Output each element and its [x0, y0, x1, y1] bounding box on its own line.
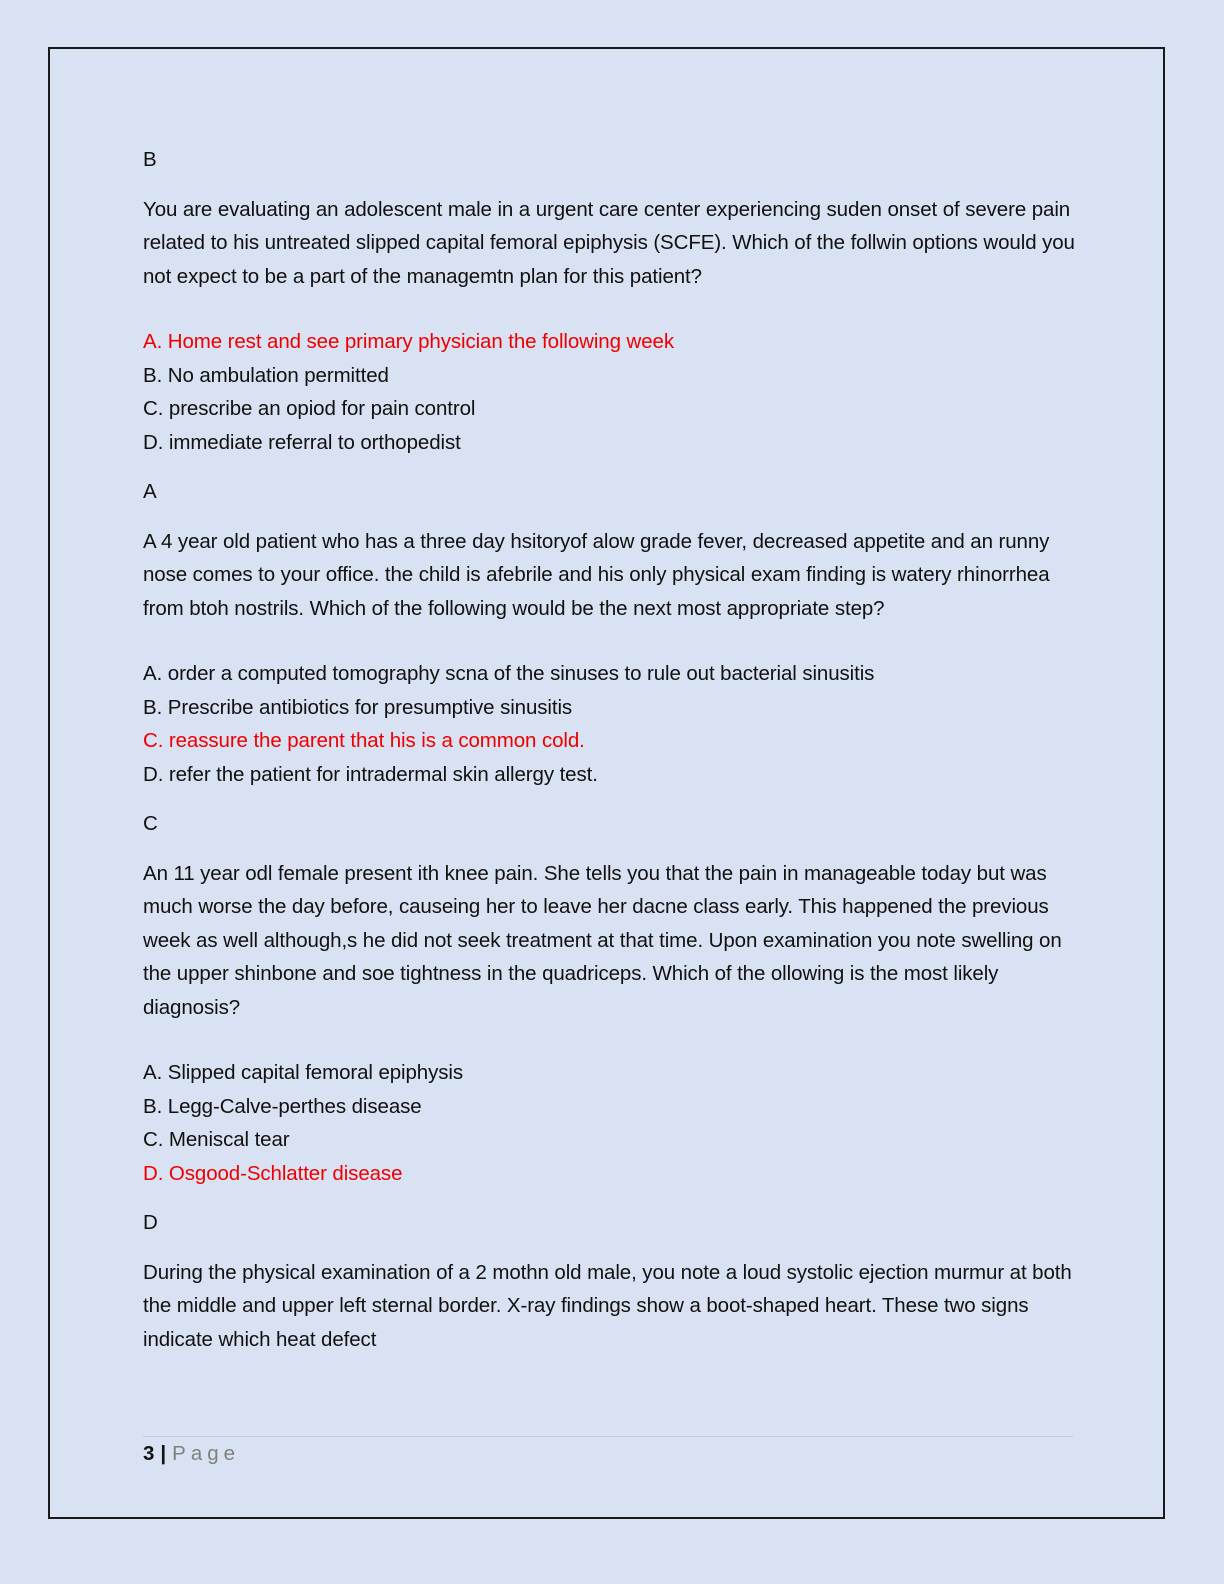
option-b: B. Legg-Calve-perthes disease	[143, 1094, 422, 1118]
question-scfe: You are evaluating an adolescent male in a urgent care center experiencing suden onset of severe pain related to his untreated slipped capital femoral epiphysis (SCFE). Which of the follwin options would you not expect to be a part of the managemtn plan for this patient?	[143, 197, 1075, 288]
options-knee-pain	[143, 1056, 1078, 1190]
option-a: A. order a computed tomography scna of the sinuses to rule out bacterial sinusitis	[143, 662, 875, 685]
option-d: D. immediate referral to orthopedist	[143, 430, 461, 454]
answer-key-b: B	[143, 148, 157, 171]
option-b: B. Prescribe antibiotics for presumptive sinusitis	[143, 695, 573, 719]
page-label: Page	[172, 1442, 241, 1465]
options-common-cold	[143, 657, 1078, 791]
page-footer	[143, 1440, 240, 1468]
page-number: 3	[143, 1442, 155, 1465]
option-a-correct: A. Home rest and see primary physician the following week	[143, 330, 674, 353]
answer-key-c: C	[143, 812, 158, 835]
option-c: C. prescribe an opiod for pain control	[143, 397, 476, 420]
option-c: C. Meniscal tear	[143, 1128, 290, 1151]
options-scfe	[143, 325, 1078, 459]
option-d-correct: D. Osgood-Schlatter disease	[143, 1161, 403, 1185]
document-body	[143, 143, 1078, 1372]
answer-key-a: A	[143, 480, 157, 503]
question-heart-defect: During the physical examination of a 2 mothn old male, you note a loud systolic ejection murmur at both the middle and upper left sternal border. X-ray findings show a boot-shaped heart. These two signs indicate which heat defect	[143, 1260, 1072, 1351]
question-knee-pain: An 11 year odl female present ith knee pain. She tells you that the pain in manageable today but was much worse the day before, causeing her to leave her dacne class early. This happened the previous week as well although,s he did not seek treatment at that time. Upon examination you note swelling on the upper shinbone and soe tightness in the quadriceps. Which of the ollowing is the most likely diagnosis?	[143, 861, 1062, 1019]
footer-separator: |	[160, 1442, 167, 1465]
answer-key-d: D	[143, 1211, 158, 1234]
option-a: A. Slipped capital femoral epiphysis	[143, 1061, 464, 1084]
footer-divider	[143, 1436, 1073, 1437]
option-d: D. refer the patient for intradermal skin allergy test.	[143, 762, 598, 786]
question-common-cold: A 4 year old patient who has a three day hsitoryof alow grade fever, decreased appetite and an runny nose comes to your office. the child is afebrile and his only physical exam finding is watery rhinorrhea from btoh nostrils. Which of the following would be the next most appropriate step?	[143, 529, 1050, 620]
option-b: B. No ambulation permitted	[143, 363, 389, 387]
option-c-correct: C. reassure the parent that his is a common cold.	[143, 729, 585, 752]
